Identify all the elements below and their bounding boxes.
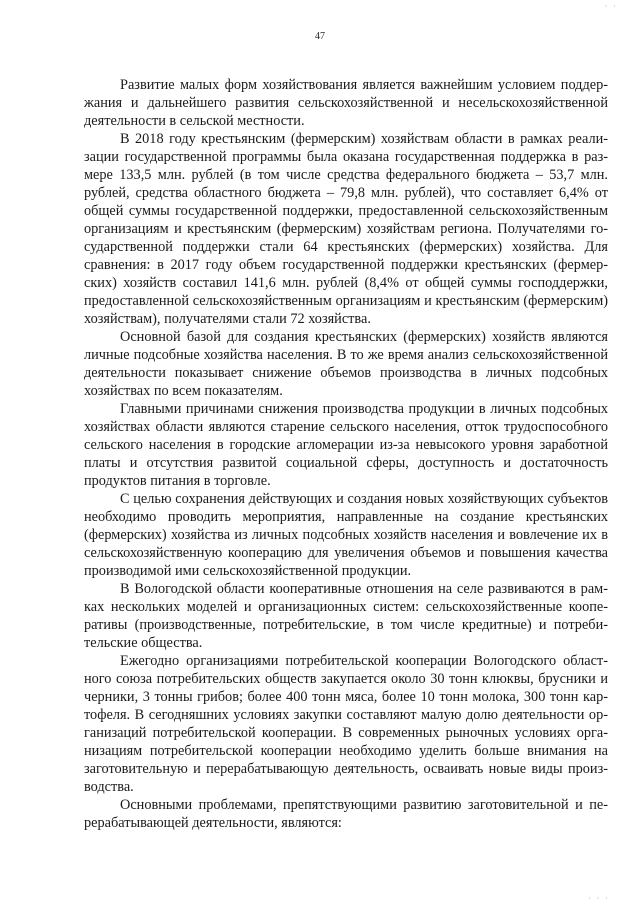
- paragraph-main-problems: Основными проблемами, препятствующими развитию заготовительной и перерабатывающей деятельности, являются:: [84, 797, 608, 831]
- paragraph-small-farms: Развитие малых форм хозяйствования является важнейшим условием поддержания и дальнейшего развития сельскохозяйственной и несельскохозяйственной деятельности в сельской местности.: [84, 77, 608, 129]
- paragraph-consumer-cooperation: Ежегодно организациями потребительской кооперации Вологодского областного союза потребительских обществ закупается около 30 тонн клюквы, брусники и черники, 3 тонны грибов; более 400 тонн мяса, более 10 тонн молока, 300 тонн картофеля. В сегодняшних условиях закупки составляют малую долю деятельности организаций потребительской кооперации. В современных рыночных условиях организациям потребительской кооперации необходимо уделить больше внимания на заготовительную и перерабатывающую деятельность, осваивать новые виды производства.: [84, 653, 608, 795]
- paragraph-decline-reasons: Главными причинами снижения производства продукции в личных подсобных хозяйствах области являются старение сельского населения, отток трудоспособного сельского населения в городские агломерации из-за невысокого уровня заработной платы и отсутствия развитой социальной сферы, доступность и достаточность продуктов питания в торговле.: [84, 401, 608, 489]
- paragraph-household-base: Основной базой для создания крестьянских (фермерских) хозяйств являются личные подсобные хозяйства населения. В то же время анализ сельскохозяйственной деятельности показывает снижение объемов производства в личных подсобных хозяйствах по всем показателям.: [84, 329, 608, 399]
- body-text: [84, 76, 608, 832]
- scan-mark-bottom: · · ·: [588, 894, 610, 903]
- paragraph-measures: С целью сохранения действующих и создания новых хозяйствующих субъектов необходимо проводить мероприятия, направленные на создание крестьянских (фермерских) хозяйства из личных подсобных хозяйств населения и вовлечение их в сельскохозяйственную кооперацию для увеличения объемов и повышения качества производимой ими сельскохозяйственной продукции.: [84, 491, 608, 579]
- scan-mark-top: · ·: [604, 2, 618, 11]
- page-number: 47: [315, 31, 325, 42]
- paragraph-cooperatives: В Вологодской области кооперативные отношения на селе развиваются в рамках нескольких моделей и организационных систем: сельскохозяйственные кооперативы (производственные, потребительские, в том числе кредитные) и потребительские общества.: [84, 581, 608, 651]
- paragraph-state-support-2018: В 2018 году крестьянским (фермерским) хозяйствам области в рамках реализации государственной программы была оказана государственная поддержка в размере 133,5 млн. рублей (в том числе средства федерального бюджета – 53,7 млн. рублей, средства областного бюджета – 79,8 млн. рублей), что составляет 6,4% от общей суммы государственной поддержки, предоставленной сельскохозяйственным организациям и крестьянским (фермерским) хозяйствам региона. Получателями государственной поддержки стали 64 крестьянских (фермерских) хозяйства. Для сравнения: в 2017 году объем государственной поддержки крестьянских (фермерских) хозяйств составил 141,6 млн. рублей (8,4% от общей суммы господдержки, предоставленной сельскохозяйственным организациям и крестьянским (фермерским) хозяйствам), получателями стали 72 хозяйства.: [84, 131, 608, 327]
